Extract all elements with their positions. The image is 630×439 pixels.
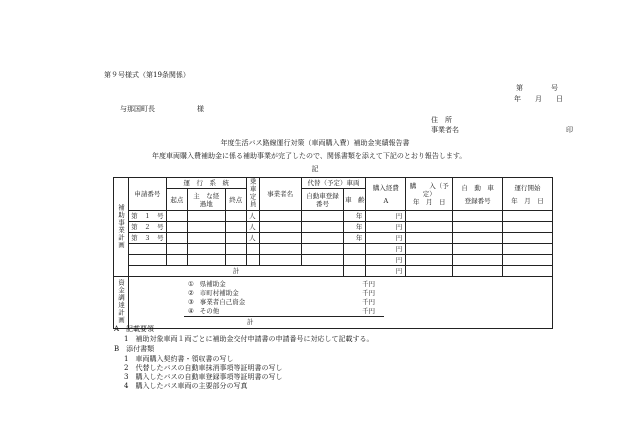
table-row: 第 ３ 号 人 年 円 bbox=[114, 233, 553, 244]
header-end: 終点 bbox=[225, 189, 246, 211]
header-age: 車 齢 bbox=[344, 189, 366, 211]
table-row: 第 ２ 号 人 年 円 bbox=[114, 222, 553, 233]
table-row: 円 bbox=[114, 244, 553, 255]
header-start: 起点 bbox=[166, 189, 187, 211]
header-replaced-vehicle: 代替（予定）車両 bbox=[301, 178, 366, 189]
funding-item: ① 県補助金 bbox=[187, 280, 226, 288]
funding-section-label: 資金調達計画 bbox=[114, 277, 129, 329]
addressee: 与那国町長 様 bbox=[120, 105, 204, 113]
notes-b-title: B 添付書類 bbox=[114, 345, 155, 353]
subsidy-plan-table bbox=[113, 177, 553, 329]
funding-item: ④ その他 bbox=[187, 307, 220, 315]
notes-b-item: 1 車両購入契約書・領収書の写し bbox=[124, 355, 234, 363]
notes-b-item: 2 代替したバスの自動車抹消事項等証明書の写し bbox=[124, 364, 283, 372]
notes-a-item: 1 補助対象車両１両ごとに補助金交付申請書の申請番号に対応して記載する。 bbox=[124, 335, 374, 343]
header-vehicle: 自 動 車 登録番号 bbox=[453, 178, 503, 211]
header-purchase: 購 入（予定） 年 月 日 bbox=[406, 178, 453, 211]
intro-text: 年度車両購入費補助金に係る補助事業が完了したので、関係書類を添えて下記のとおり報告します。 bbox=[152, 152, 467, 160]
applicant-label: 事業者名 bbox=[431, 126, 459, 134]
seal-mark: 印 bbox=[566, 126, 573, 134]
document-title: 年度生活バス路線運行対策（車両購入費）補助金実績報告書 bbox=[220, 139, 410, 147]
header-cost: 購入経費 A bbox=[366, 178, 406, 211]
funding-item: ② 市町村補助金 bbox=[187, 289, 239, 297]
notes-b-item: 3 購入したバスの自動車登録事項等証明書の写し bbox=[124, 373, 283, 381]
notes-a-title: A 記載要領 bbox=[114, 325, 155, 333]
header-operator: 事業者名 bbox=[259, 178, 301, 211]
header-capacity: 乗車定員 bbox=[246, 178, 259, 211]
address-label: 住 所 bbox=[431, 116, 452, 124]
table-row: 第 １ 号 人 年 円 bbox=[114, 211, 553, 222]
table-row: 円 bbox=[114, 255, 553, 266]
funding-row: 資金調達計画 ① 県補助金 千円 ② 市町村補助金 千円 ③ 事業者自己資金 千円 ④ その他 千円 計 bbox=[114, 277, 553, 329]
document-date: 年 月 日 bbox=[514, 95, 563, 103]
form-number: 第９号様式（第19条関係） bbox=[104, 71, 190, 79]
table-total-row: 計 円 bbox=[114, 266, 553, 277]
plan-section-label: 補助事業計画 bbox=[114, 178, 129, 277]
header-route: 運 行 系 統 bbox=[166, 178, 246, 189]
funding-item: ③ 事業者自己資金 bbox=[187, 298, 246, 306]
ki-heading: 記 bbox=[311, 165, 319, 173]
header-app-no: 申請番号 bbox=[128, 178, 166, 211]
notes-b-item: 4 購入したバス車両の主要部分の写真 bbox=[124, 382, 248, 390]
header-reg-no: 自動車登録番号 bbox=[301, 189, 344, 211]
header-via: 主 な経過地 bbox=[187, 189, 225, 211]
document-number: 第 号 bbox=[516, 84, 558, 92]
funding-total: 計 bbox=[246, 318, 254, 326]
header-op-start: 運行開始 年 月 日 bbox=[503, 178, 553, 211]
